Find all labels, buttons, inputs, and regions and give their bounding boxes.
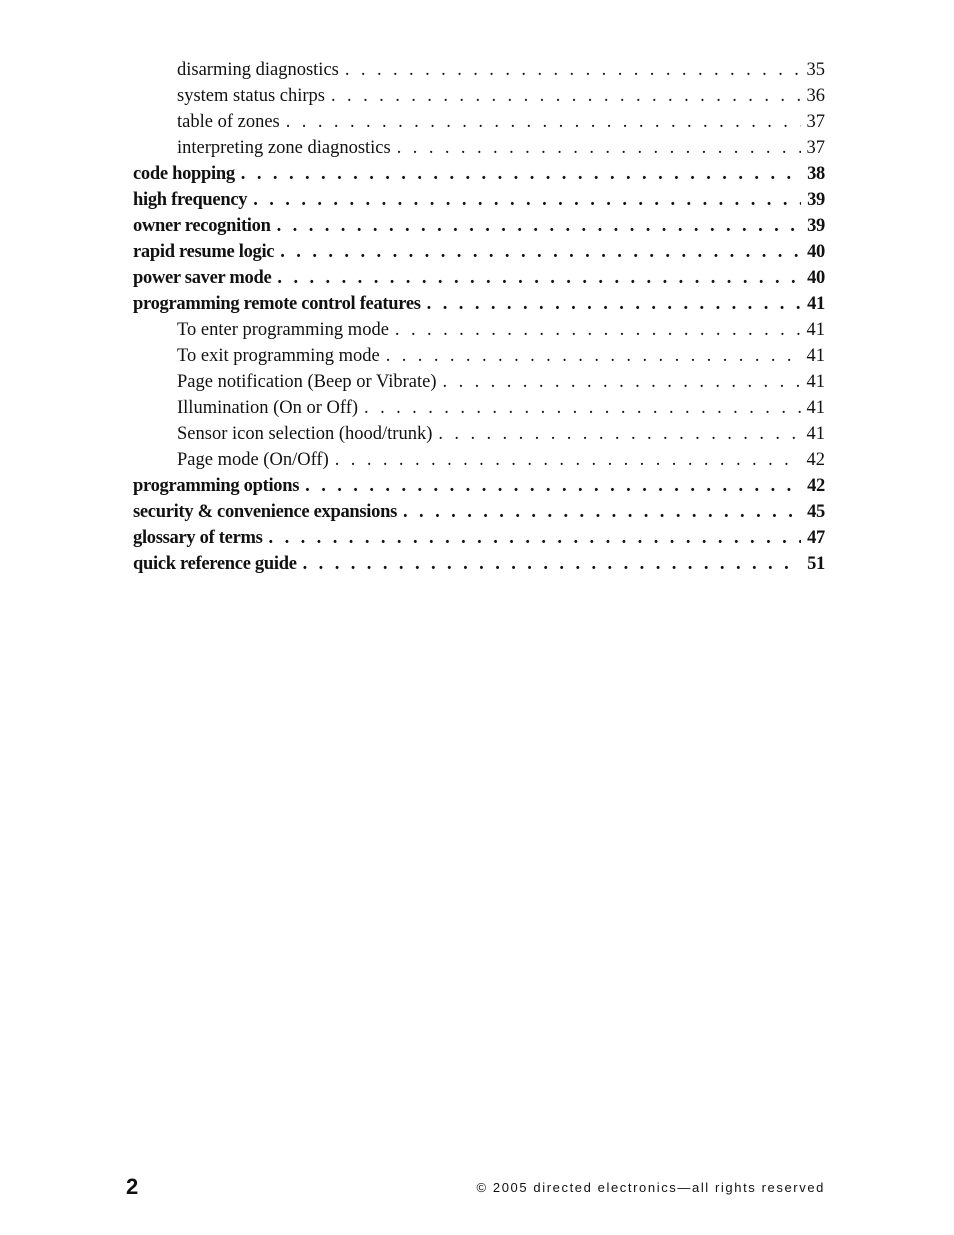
- toc-entry: [133, 421, 825, 447]
- toc-dot-leader: [345, 57, 801, 83]
- toc-dot-leader: [253, 187, 801, 213]
- toc-entry-page: 42: [807, 476, 825, 496]
- toc-entry-label: quick reference guide: [133, 554, 297, 574]
- toc-entry: [133, 57, 825, 83]
- toc-dot-leader: [364, 395, 800, 421]
- toc-entry-label: programming options: [133, 476, 300, 496]
- toc-entry-page: 51: [807, 554, 825, 574]
- toc-dot-leader: [241, 161, 801, 187]
- toc-dot-leader: [277, 265, 801, 291]
- toc-entry: [133, 447, 825, 473]
- toc-entry: [133, 499, 825, 525]
- toc-dot-leader: [286, 109, 801, 135]
- toc-entry-label: interpreting zone diagnostics: [177, 138, 391, 158]
- toc-entry-label: Illumination (On or Off): [177, 398, 359, 418]
- toc-entry-page: 40: [807, 242, 825, 262]
- toc-entry: [133, 109, 825, 135]
- toc-entry: [133, 317, 825, 343]
- toc-entry: [133, 551, 825, 577]
- toc-entry-label: Page notification (Beep or Vibrate): [177, 372, 437, 392]
- toc-dot-leader: [443, 369, 801, 395]
- toc-entry: [133, 213, 825, 239]
- toc-dot-leader: [331, 83, 801, 109]
- toc-entry-label: owner recognition: [133, 216, 271, 236]
- toc-entry-page: 35: [806, 60, 825, 80]
- toc-entry-page: 37: [806, 138, 825, 158]
- toc-entry-label: table of zones: [177, 112, 280, 132]
- toc-entry-label: Page mode (On/Off): [177, 450, 329, 470]
- toc-dot-leader: [277, 213, 802, 239]
- toc-entry-label: security & convenience expansions: [133, 502, 397, 522]
- toc-entry: [133, 343, 825, 369]
- toc-entry-page: 45: [807, 502, 825, 522]
- toc-entry-label: To enter programming mode: [177, 320, 389, 340]
- toc-dot-leader: [305, 473, 801, 499]
- toc-entry-page: 37: [806, 112, 825, 132]
- toc-entry: [133, 239, 825, 265]
- toc-dot-leader: [335, 447, 801, 473]
- toc-entry-label: power saver mode: [133, 268, 272, 288]
- toc-entry: [133, 395, 825, 421]
- toc-entry-page: 40: [807, 268, 825, 288]
- toc-entry-label: programming remote control features: [133, 294, 421, 314]
- toc-entry: [133, 369, 825, 395]
- toc-entry-page: 41: [806, 320, 825, 340]
- toc-dot-leader: [280, 239, 801, 265]
- toc-entry: [133, 265, 825, 291]
- toc-dot-leader: [427, 291, 801, 317]
- toc-dot-leader: [303, 551, 801, 577]
- toc-entry-label: system status chirps: [177, 86, 325, 106]
- toc-entry-label: To exit programming mode: [177, 346, 380, 366]
- toc-entry-page: 41: [806, 424, 825, 444]
- toc-entry-page: 36: [806, 86, 825, 106]
- toc-entry-label: Sensor icon selection (hood/trunk): [177, 424, 433, 444]
- toc-entry: [133, 473, 825, 499]
- page-number: 2: [126, 1174, 139, 1199]
- toc-dot-leader: [395, 317, 801, 343]
- toc-entry: [133, 135, 825, 161]
- toc-entry: [133, 187, 825, 213]
- toc-entry: [133, 161, 825, 187]
- toc-entry-page: 47: [807, 528, 825, 548]
- table-of-contents: [133, 57, 825, 577]
- toc-entry: [133, 291, 825, 317]
- toc-dot-leader: [438, 421, 800, 447]
- toc-entry: [133, 83, 825, 109]
- toc-entry-page: 38: [807, 164, 825, 184]
- toc-entry-page: 39: [807, 216, 825, 236]
- toc-entry-page: 41: [806, 372, 825, 392]
- toc-entry-label: rapid resume logic: [133, 242, 275, 262]
- toc-entry-label: disarming diagnostics: [177, 60, 339, 80]
- toc-entry-page: 41: [806, 398, 825, 418]
- toc-dot-leader: [269, 525, 802, 551]
- toc-dot-leader: [403, 499, 801, 525]
- toc-entry-label: code hopping: [133, 164, 235, 184]
- toc-entry-label: glossary of terms: [133, 528, 263, 548]
- toc-entry-label: high frequency: [133, 190, 248, 210]
- toc-dot-leader: [386, 343, 801, 369]
- copyright-notice: © 2005 directed electronics—all rights reserved: [476, 1180, 825, 1195]
- toc-dot-leader: [397, 135, 801, 161]
- toc-entry-page: 41: [806, 346, 825, 366]
- toc-entry-page: 39: [807, 190, 825, 210]
- toc-entry: [133, 525, 825, 551]
- toc-entry-page: 41: [807, 294, 825, 314]
- toc-entry-page: 42: [806, 450, 825, 470]
